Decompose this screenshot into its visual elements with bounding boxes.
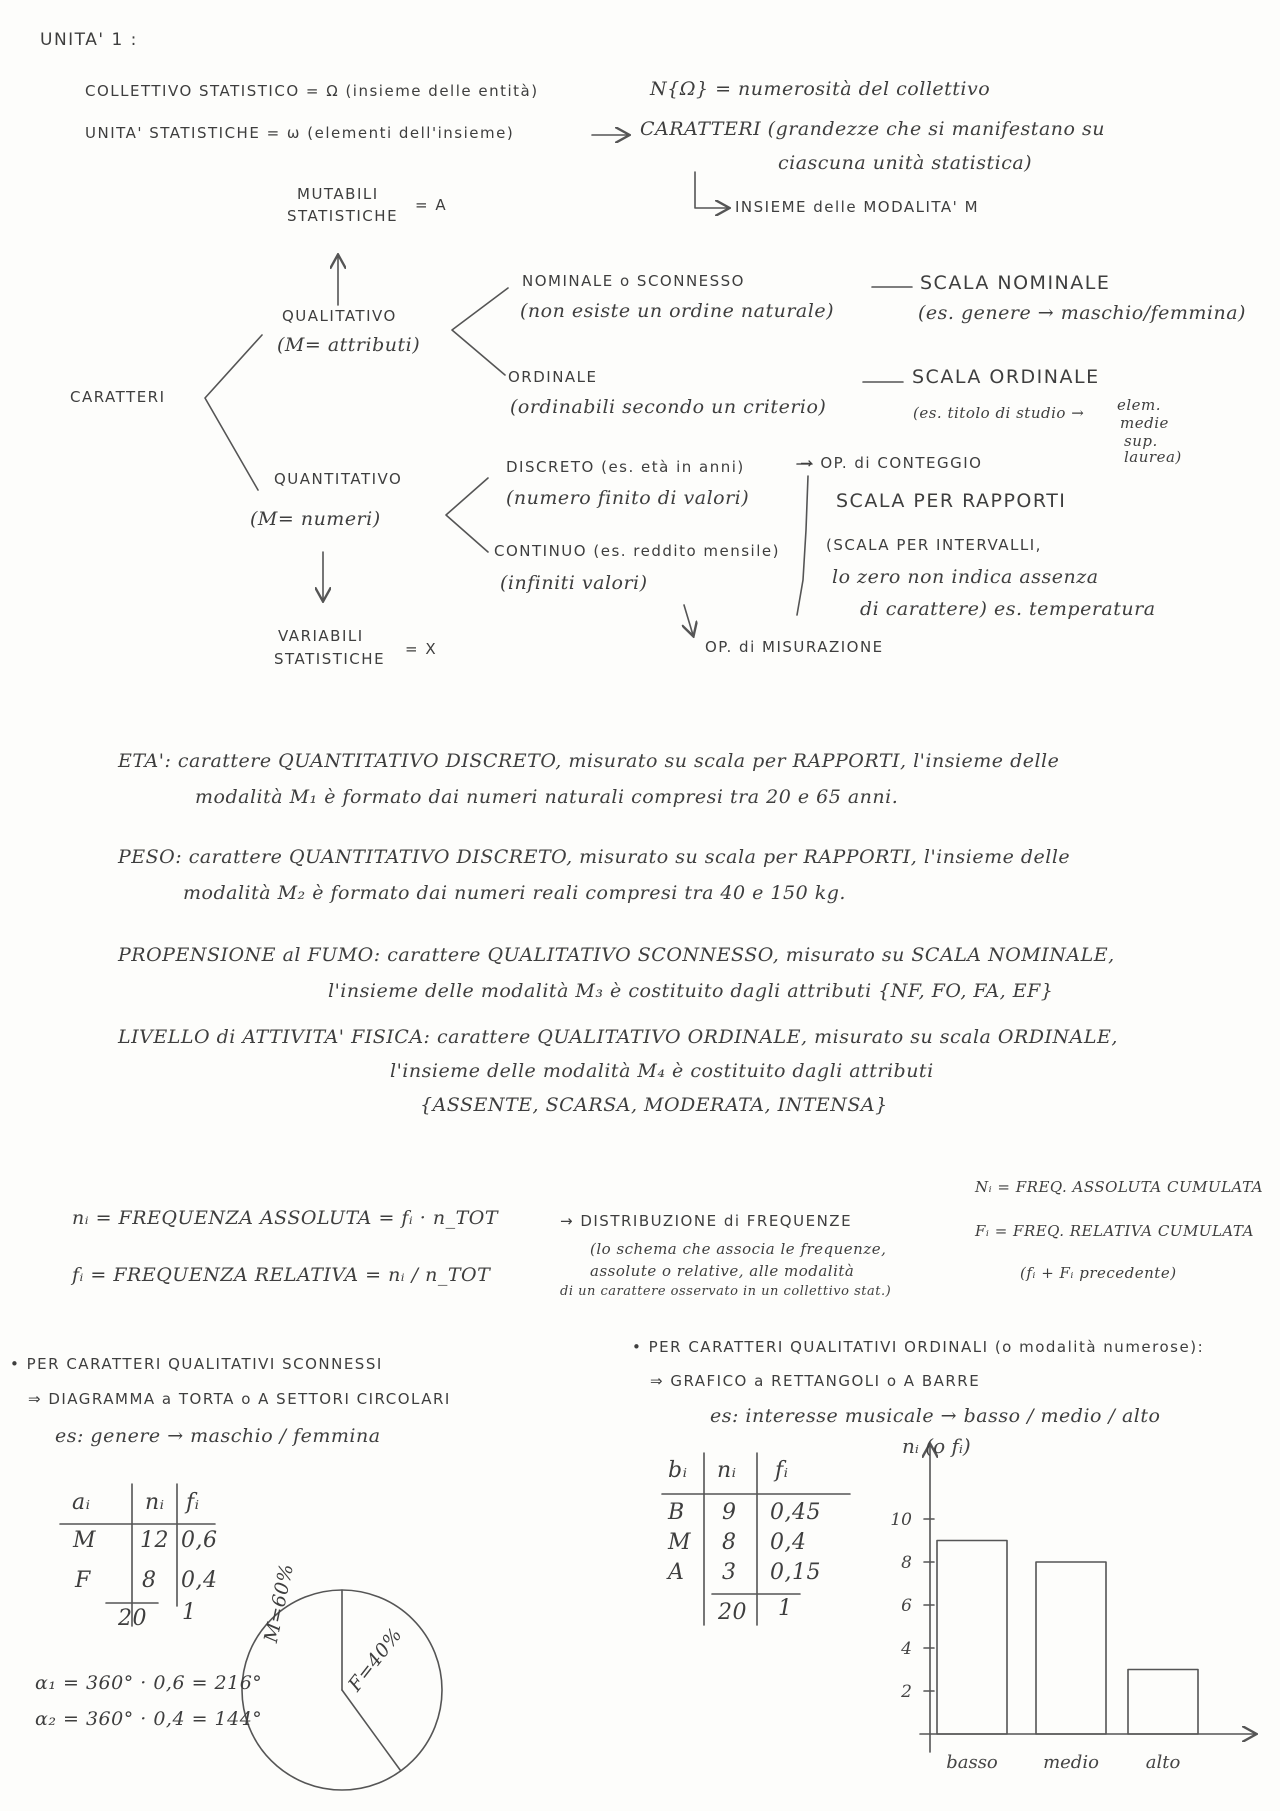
right-th-b: bᵢ — [668, 1458, 688, 1483]
scala-intervalli-l3: di carattere) es. temperatura — [860, 598, 1156, 620]
quantitativo-l2: (M= numeri) — [250, 508, 381, 530]
quantitativo-l1: QUANTITATIVO — [274, 470, 403, 488]
scala-ordinale-l6: laurea) — [1124, 448, 1182, 466]
ordinale-l2: (ordinabili secondo un criterio) — [510, 396, 827, 418]
left-row1-f: 0,4 — [181, 1568, 218, 1593]
alpha-2: α₂ = 360° · 0,4 = 144° — [35, 1708, 263, 1730]
freq-ass-cumulata: Nᵢ = FREQ. ASSOLUTA CUMULATA — [975, 1178, 1264, 1196]
example-fumo-l1: PROPENSIONE al FUMO: carattere QUALITATIVO SCONNESSO, misurato su SCALA NOMINALE, — [118, 944, 1115, 966]
def-collettivo: COLLETTIVO STATISTICO = Ω (insieme delle entità) — [85, 82, 539, 100]
alpha-1: α₁ = 360° · 0,6 = 216° — [35, 1672, 263, 1694]
distribuzione-l3: assolute o relative, alle modalità — [590, 1262, 855, 1280]
right-row2-f: 0,15 — [770, 1560, 821, 1585]
bar-medio — [1036, 1562, 1106, 1734]
distribuzione-l1: → DISTRIBUZIONE di FREQUENZE — [560, 1212, 853, 1230]
bar-x-label-basso: basso — [946, 1752, 998, 1773]
bar-y-tick-label: 8 — [901, 1553, 912, 1573]
right-total-f: 1 — [778, 1596, 793, 1621]
continuo-l1: CONTINUO (es. reddito mensile) — [494, 542, 780, 560]
example-eta-l2: modalità M₁ è formato dai numeri naturali compresi tra 20 e 65 anni. — [195, 786, 899, 808]
def-numerosita: N{Ω} = numerosità del collettivo — [650, 78, 991, 100]
def-unita: UNITA' STATISTICHE = ω (elementi dell'insieme) — [85, 124, 515, 142]
root-caratteri: CARATTERI — [70, 388, 166, 406]
example-eta-l1: ETA': carattere QUANTITATIVO DISCRETO, misurato su scala per RAPPORTI, l'insieme delle — [118, 750, 1060, 772]
left-section-l2: ⇒ DIAGRAMMA a TORTA o A SETTORI CIRCOLARI — [28, 1390, 451, 1408]
mutabili-eq: = A — [415, 196, 448, 214]
right-total-n: 20 — [718, 1600, 747, 1625]
scala-rapporti: SCALA PER RAPPORTI — [836, 490, 1067, 512]
example-attivita-l2: l'insieme delle modalità M₄ è costituito dagli attributi — [390, 1060, 934, 1082]
left-th-f: fᵢ — [186, 1490, 200, 1515]
right-row2-n: 3 — [722, 1560, 737, 1585]
right-row0-b: B — [668, 1500, 685, 1525]
mutabili-l2: STATISTICHE — [287, 207, 399, 225]
example-peso-l1: PESO: carattere QUANTITATIVO DISCRETO, misurato su scala per RAPPORTI, l'insieme delle — [118, 846, 1071, 868]
def-modalita: INSIEME delle MODALITA' M — [735, 198, 980, 216]
right-th-f: fᵢ — [775, 1458, 789, 1483]
variabili-l1: VARIABILI — [278, 627, 364, 645]
example-peso-l2: modalità M₂ è formato dai numeri reali compresi tra 40 e 150 kg. — [183, 882, 846, 904]
op-misurazione: OP. di MISURAZIONE — [705, 638, 884, 656]
scala-ordinale-l3: elem. — [1117, 396, 1162, 414]
bar-basso — [937, 1541, 1007, 1735]
scala-nominale-l1: SCALA NOMINALE — [920, 272, 1111, 294]
bar-y-tick-label: 6 — [901, 1596, 912, 1616]
right-section-l2: ⇒ GRAFICO a RETTANGOLI o A BARRE — [650, 1372, 981, 1390]
ordinale-l1: ORDINALE — [508, 368, 598, 386]
scala-ordinale-l1: SCALA ORDINALE — [912, 366, 1100, 388]
variabili-l2: STATISTICHE — [274, 650, 386, 668]
distribuzione-l4: di un carattere osservato in un collettivo stat.) — [560, 1284, 892, 1299]
discreto-l1: DISCRETO (es. età in anni) — [506, 458, 745, 476]
bar-x-label-alto: alto — [1145, 1752, 1181, 1773]
right-row2-b: A — [668, 1560, 685, 1585]
left-section-l3: es: genere → maschio / femmina — [55, 1425, 381, 1447]
scala-intervalli-l2: lo zero non indica assenza — [832, 566, 1099, 588]
right-th-n: nᵢ — [717, 1458, 737, 1483]
right-section-l3: es: interesse musicale → basso / medio / alto — [710, 1405, 1161, 1427]
left-th-a: aᵢ — [72, 1490, 91, 1515]
right-row1-f: 0,4 — [770, 1530, 807, 1555]
scala-ordinale-l4: medie — [1120, 414, 1169, 432]
bar-y-tick-label: 2 — [901, 1682, 912, 1702]
bar-y-label: nᵢ (o fᵢ) — [902, 1434, 971, 1458]
nominale-l1: NOMINALE o SCONNESSO — [522, 272, 745, 290]
freq-assoluta: nᵢ = FREQUENZA ASSOLUTA = fᵢ · n_TOT — [72, 1207, 499, 1229]
mutabili-l1: MUTABILI — [297, 185, 379, 203]
scala-ordinale-l2: (es. titolo di studio → — [913, 404, 1085, 422]
left-total-f: 1 — [182, 1600, 197, 1625]
bar-alto — [1128, 1670, 1198, 1735]
scala-ordinale-l5: sup. — [1124, 432, 1158, 450]
def-caratteri-l1: CARATTERI (grandezze che si manifestano su — [640, 118, 1105, 140]
left-total-n: 20 — [118, 1606, 147, 1631]
bar-y-tick-label: 10 — [890, 1510, 912, 1530]
right-row0-n: 9 — [722, 1500, 737, 1525]
right-row1-b: M — [668, 1530, 692, 1555]
left-row1-a: F — [75, 1568, 91, 1593]
freq-relativa: fᵢ = FREQUENZA RELATIVA = nᵢ / n_TOT — [72, 1264, 491, 1286]
example-attivita-l1: LIVELLO di ATTIVITA' FISICA: carattere QUALITATIVO ORDINALE, misurato su scala ORDINALE, — [118, 1026, 1118, 1048]
pie-label-m: M=60% — [260, 1561, 299, 1645]
pie-label-f: F=40% — [344, 1623, 407, 1696]
right-row0-f: 0,45 — [770, 1500, 821, 1525]
left-row0-a: M — [73, 1528, 97, 1553]
nominale-l2: (non esiste un ordine naturale) — [520, 300, 834, 322]
unit-title: UNITA' 1 : — [40, 30, 138, 50]
freq-rel-cumulata: Fᵢ = FREQ. RELATIVA CUMULATA — [975, 1222, 1254, 1240]
left-row0-n: 12 — [140, 1528, 169, 1553]
bar-x-label-medio: medio — [1043, 1752, 1099, 1773]
variabili-eq: = X — [405, 640, 438, 658]
example-attivita-l3: {ASSENTE, SCARSA, MODERATA, INTENSA} — [420, 1094, 888, 1116]
scala-intervalli-l1: (SCALA PER INTERVALLI, — [826, 536, 1042, 554]
op-conteggio: → OP. di CONTEGGIO — [800, 454, 983, 472]
freq-rel-cumulata-note: (fᵢ + Fᵢ precedente) — [1020, 1264, 1177, 1282]
bar-y-tick-label: 4 — [901, 1639, 912, 1659]
right-section-l1: • PER CARATTERI QUALITATIVI ORDINALI (o modalità numerose): — [632, 1338, 1205, 1356]
left-row1-n: 8 — [142, 1568, 157, 1593]
left-th-n: nᵢ — [145, 1490, 165, 1515]
distribuzione-l2: (lo schema che associa le frequenze, — [590, 1240, 887, 1258]
scala-nominale-l2: (es. genere → maschio/femmina) — [918, 302, 1246, 324]
left-section-l1: • PER CARATTERI QUALITATIVI SCONNESSI — [10, 1355, 383, 1373]
qualitativo-l2: (M= attributi) — [277, 334, 421, 356]
continuo-l2: (infiniti valori) — [500, 572, 648, 594]
example-fumo-l2: l'insieme delle modalità M₃ è costituito dagli attributi {NF, FO, FA, EF} — [328, 980, 1054, 1002]
left-row0-f: 0,6 — [181, 1528, 218, 1553]
qualitativo-l1: QUALITATIVO — [282, 307, 397, 325]
discreto-l2: (numero finito di valori) — [506, 487, 750, 509]
def-caratteri-l2: ciascuna unità statistica) — [778, 152, 1033, 174]
right-row1-n: 8 — [722, 1530, 737, 1555]
